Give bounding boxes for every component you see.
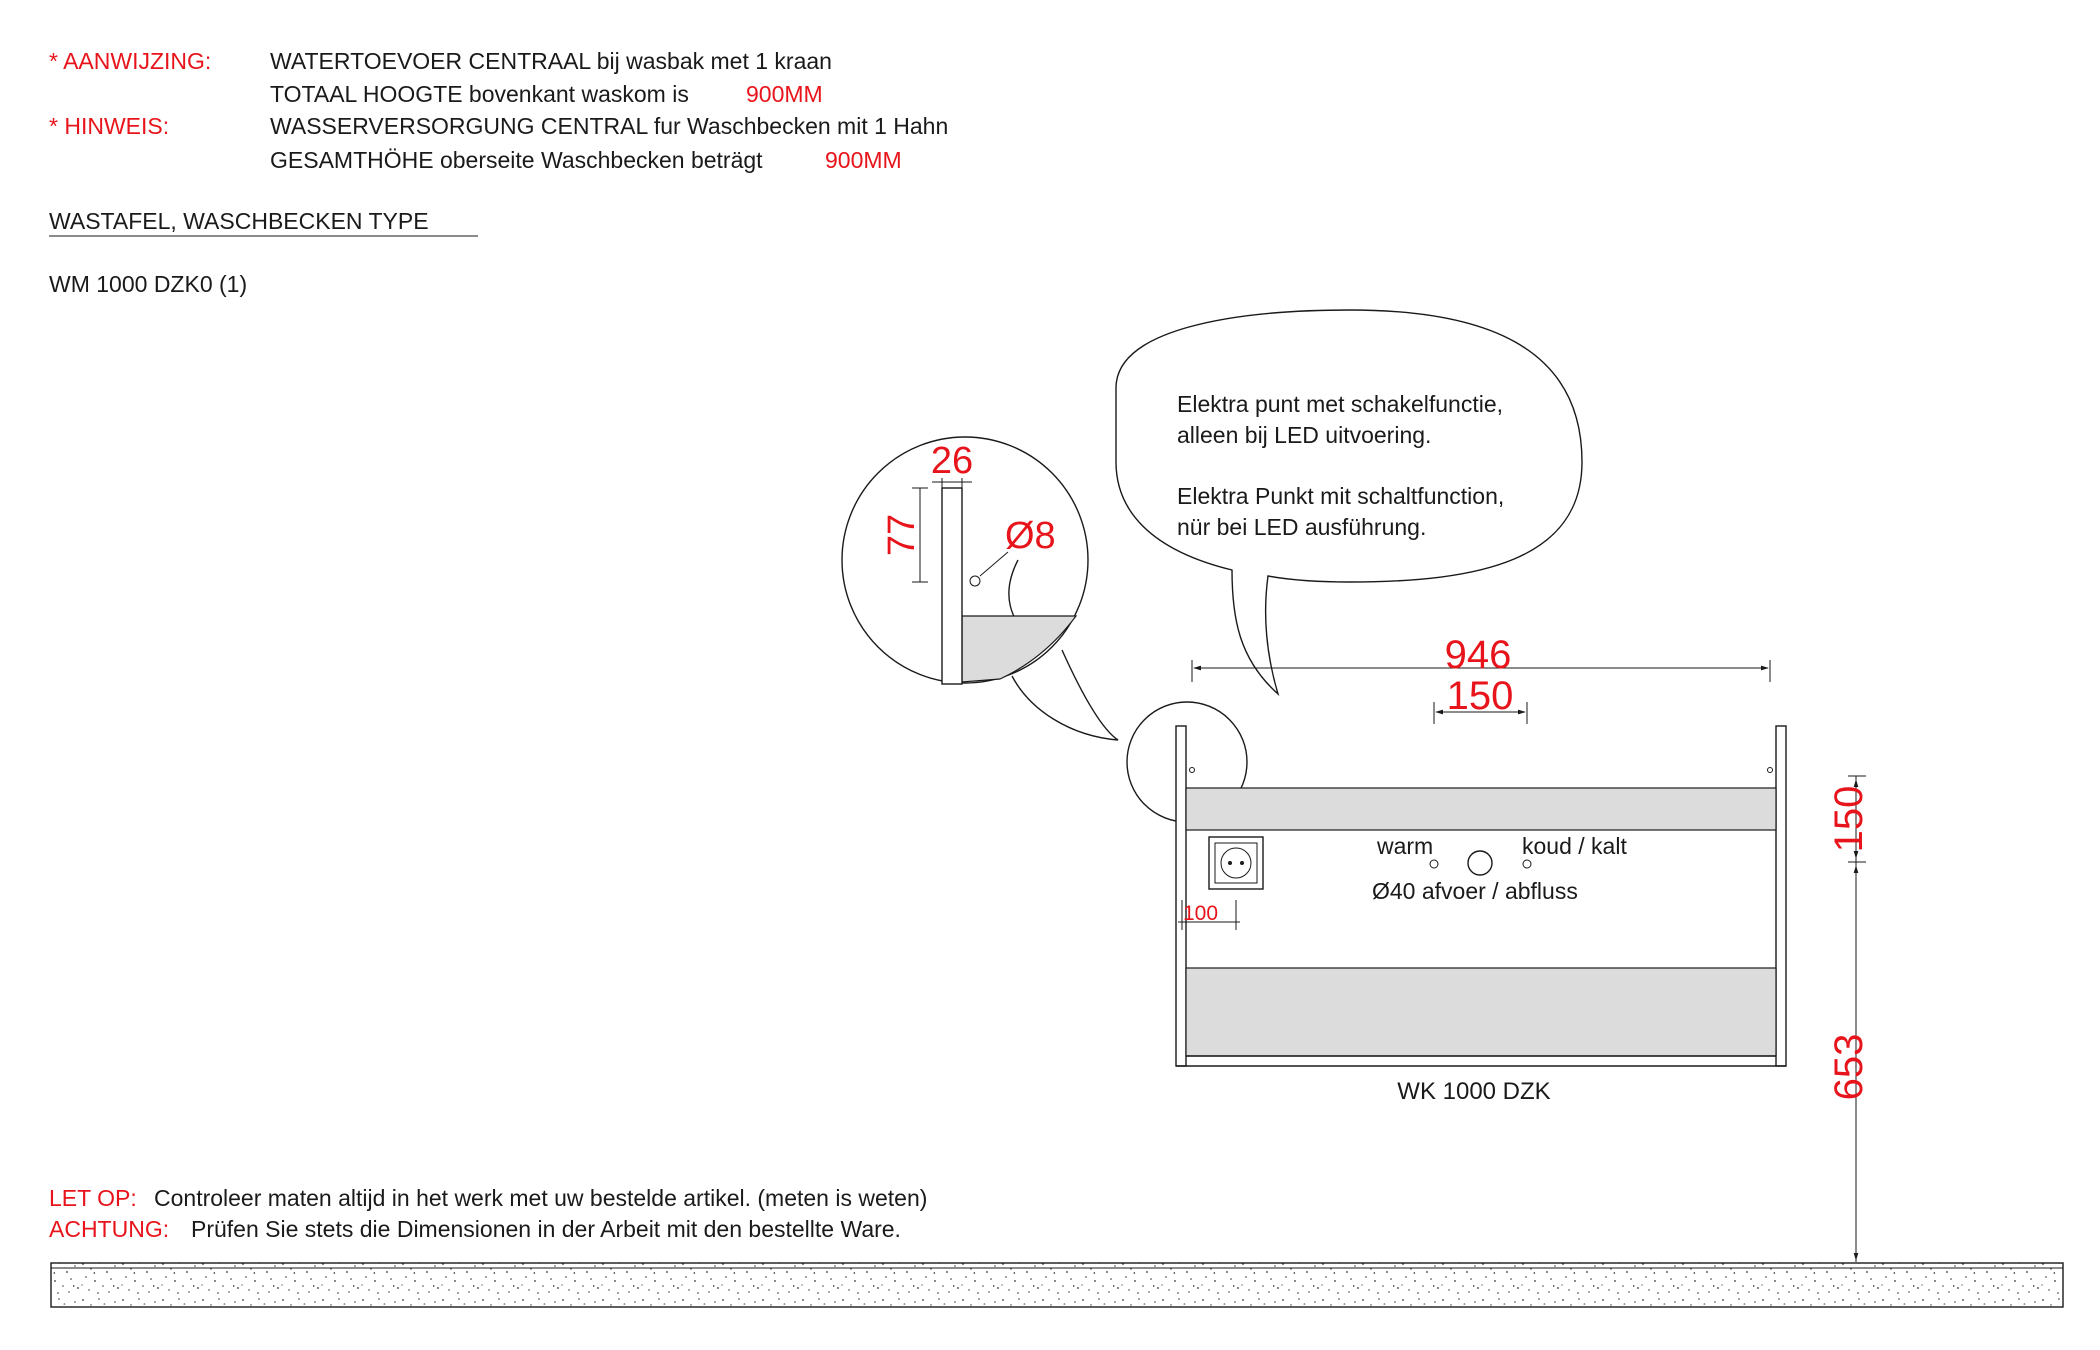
label-warm: warm [1377,833,1434,859]
cold-connection [1523,860,1531,868]
detail-dim-height: 77 [881,513,923,557]
cabinet-front [1176,726,1786,1105]
dim-center-width: 150 [1446,674,1514,718]
footer-de-text: Prüfen Sie stets die Dimensionen in der Arbeit mit den bestellte Ware. [191,1216,901,1242]
footer-nl-label: LET OP: [49,1185,137,1211]
note-de-label: * HINWEIS: [49,113,170,139]
model-code: WM 1000 DZK0 (1) [49,271,248,297]
footer-de-label: ACHTUNG: [49,1216,170,1242]
power-socket [1209,837,1263,889]
type-heading: WASTAFEL, WASCHBECKEN TYPE [49,208,429,234]
dim-center-width-group [1434,674,1527,724]
note-nl-label: * AANWIJZING: [49,48,212,74]
label-cold: koud / kalt [1522,833,1627,859]
callout-bubble [1116,310,1582,694]
floor [51,1263,2063,1307]
detail-magnifier [842,437,1118,740]
label-drain: Ø40 afvoer / abfluss [1372,878,1578,904]
dim-socket-offset: 100 [1183,902,1219,925]
cabinet-right-side [1776,726,1786,1066]
cabinet-label: WK 1000 DZK [1397,1078,1551,1105]
callout-de-line1: Elektra Punkt mit schaltfunction, [1177,483,1505,509]
detail-dim-hole: Ø8 [1005,515,1056,557]
dim-top-band: 150 [1827,785,1871,853]
drain-hole [1468,851,1492,875]
notes-block [49,48,948,173]
mount-hole [970,576,980,586]
warm-connection [1430,860,1438,868]
note-de-height: 900MM [825,147,902,173]
note-nl-line2: TOTAAL HOOGTE bovenkant waskom is [270,81,689,107]
callout-nl-line1: Elektra punt met schakelfunctie, [1177,391,1503,417]
cabinet-top-band [1186,788,1776,830]
callout-nl-line2: alleen bij LED uitvoering. [1177,422,1432,448]
dim-total-width: 946 [1444,633,1512,677]
panel-edge [942,488,962,684]
note-de-line2: GESAMTHÖHE oberseite Waschbecken beträgt [270,147,763,173]
note-nl-height: 900MM [746,81,823,107]
footer-block [49,1185,927,1242]
cabinet-drawer-band [1186,968,1776,1056]
dim-floor-height: 653 [1827,1033,1871,1101]
detail-dim-width: 26 [930,440,974,482]
footer-nl-text: Controleer maten altijd in het werk met uw bestelde artikel. (meten is weten) [154,1185,928,1211]
note-de-line1: WASSERVERSORGUNG CENTRAL fur Waschbecken mit 1 Hahn [270,113,949,139]
dim-vertical-group [1827,776,1871,1262]
callout-de-line2: nür bei LED ausführung. [1177,514,1427,540]
note-nl-line1: WATERTOEVOER CENTRAAL bij wasbak met 1 kraan [270,48,832,74]
cabinet-left-side [1176,726,1186,1066]
